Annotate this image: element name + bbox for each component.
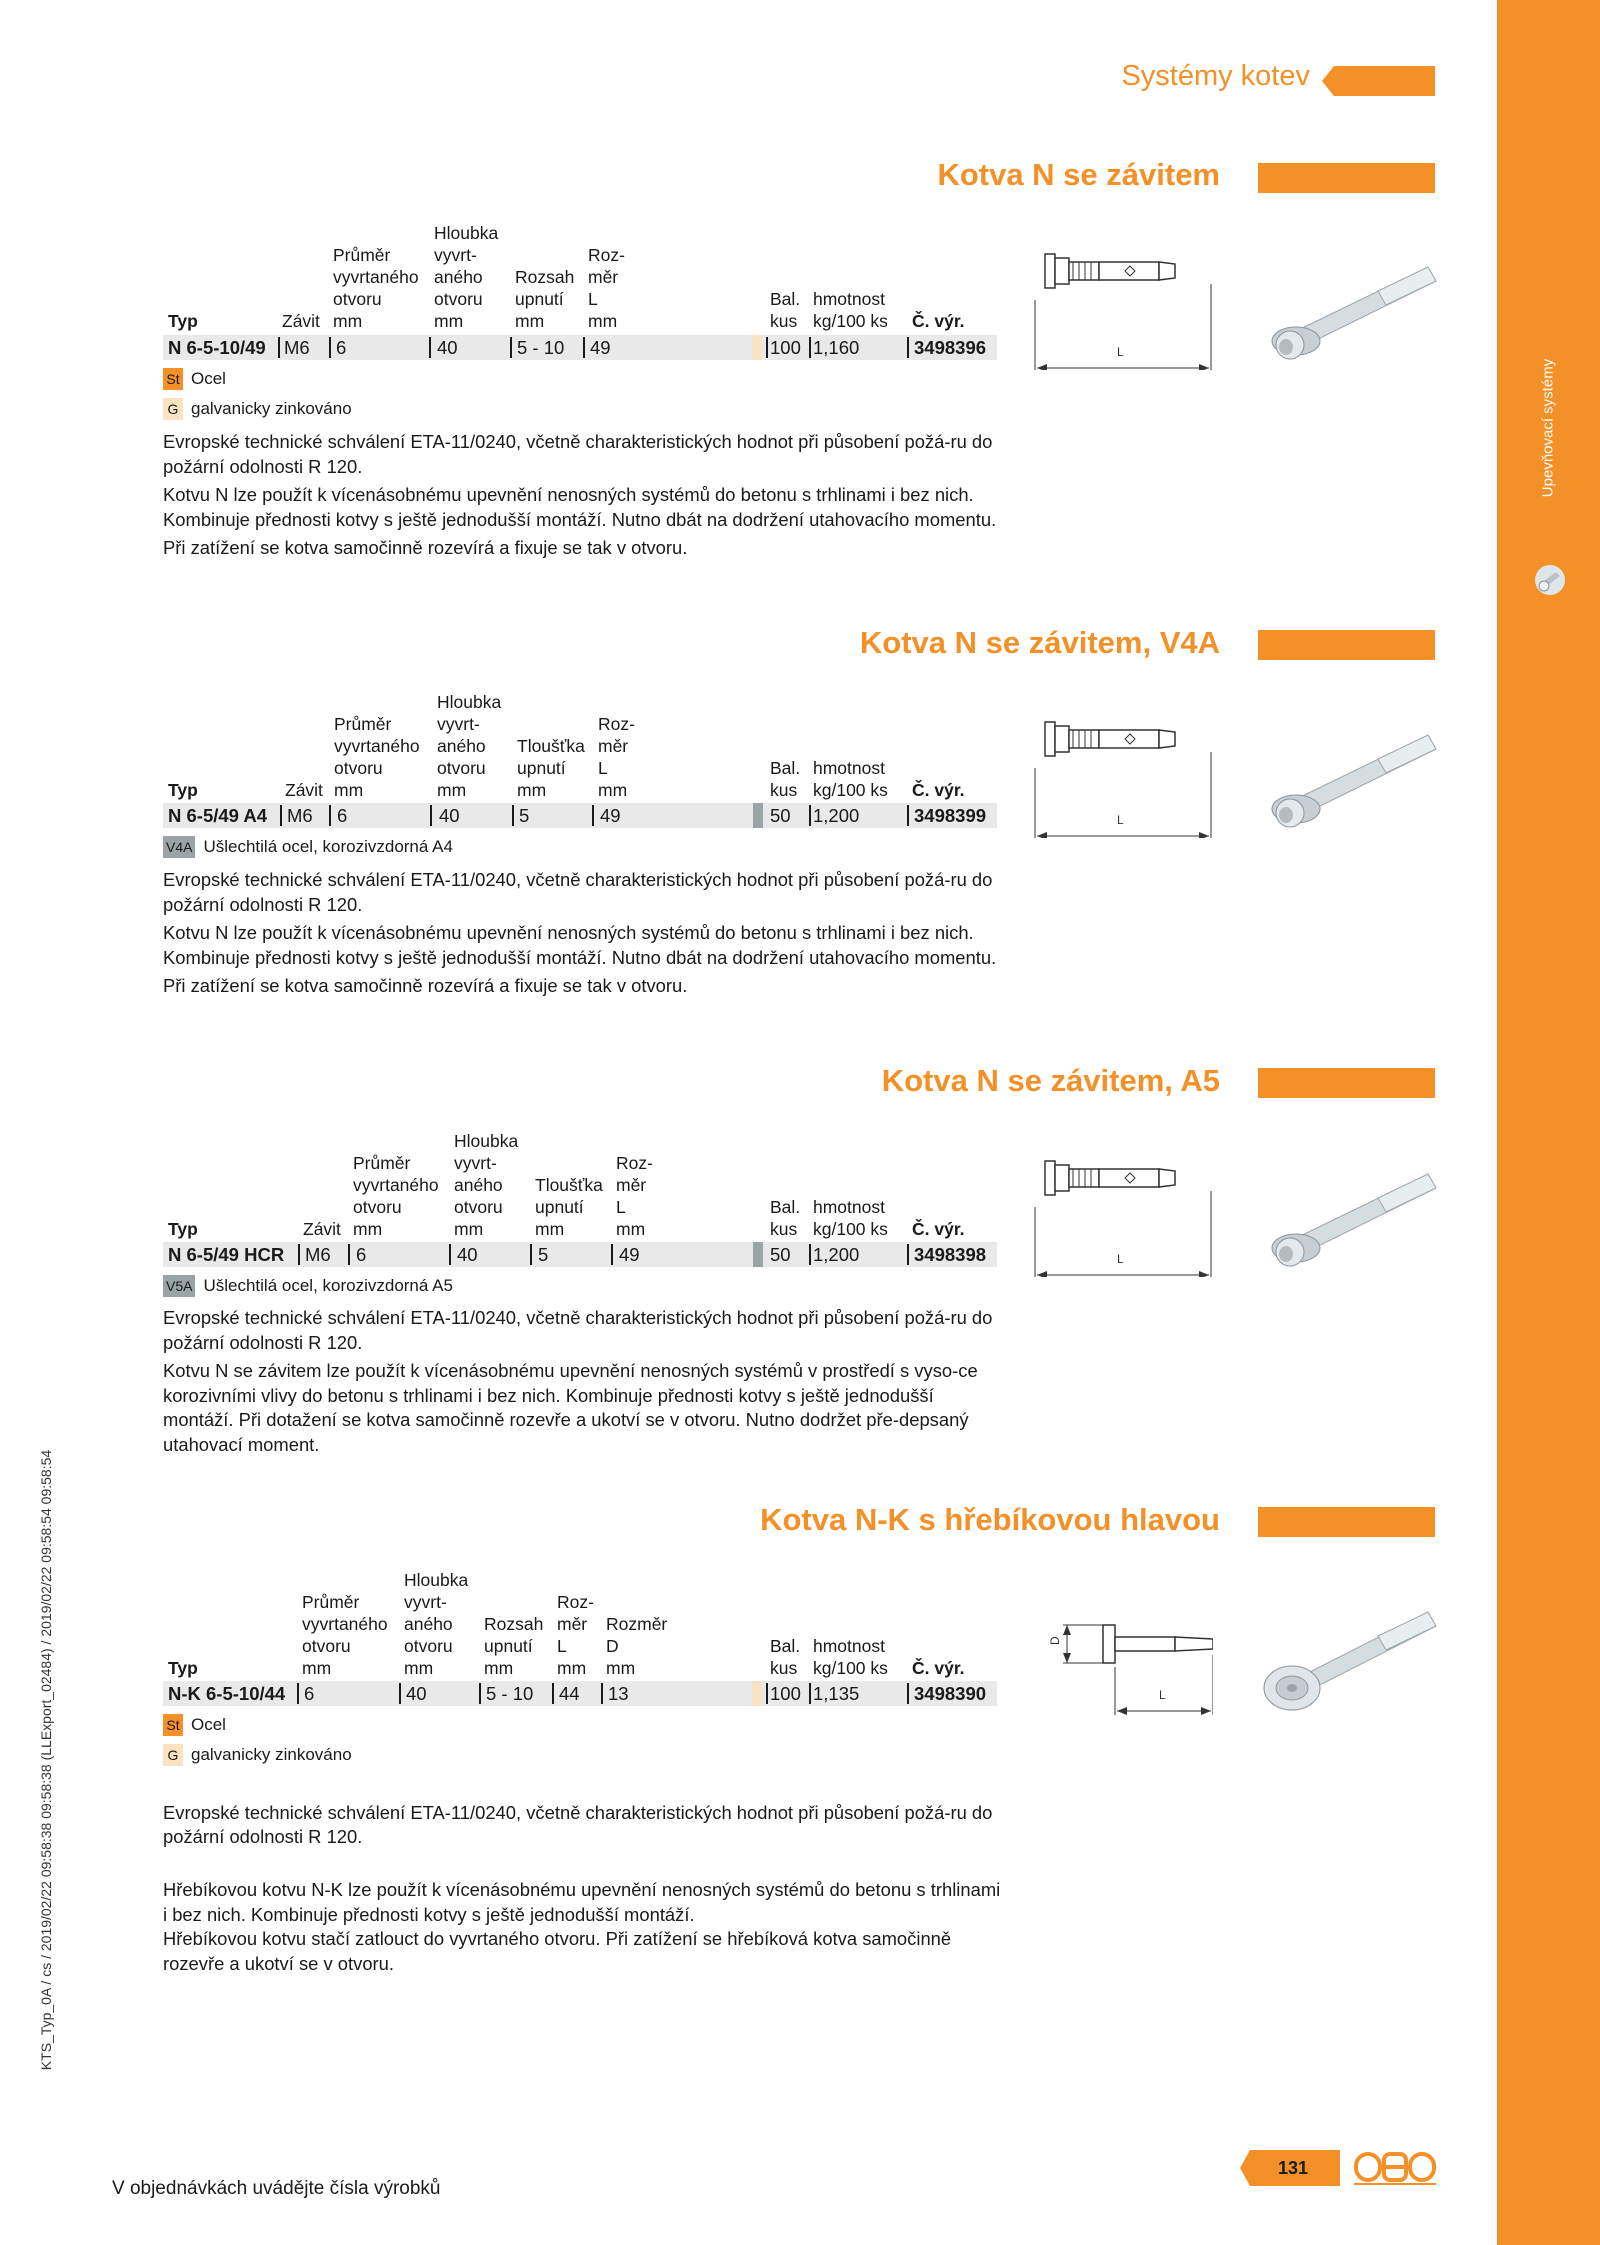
- cell-typ: N 6-5/49 HCR: [168, 1244, 285, 1265]
- header-hmotnost: hmotnost kg/100 ks: [813, 1197, 888, 1239]
- section-title-bar: [1258, 1507, 1435, 1537]
- description-paragraph: Kotvu N lze použít k vícenásobnému upevnění nenosných systémů do betonu s trhlinami i bez nich. Kombinuje přednosti kotvy s ještě jednodušší montáží. Nutno dbát na dodržení utahovacího momentu.: [163, 922, 997, 968]
- product-photo: [1258, 713, 1448, 843]
- cell-prumer: 6: [304, 1683, 315, 1704]
- cell-zavit: M6: [305, 1244, 331, 1265]
- material-color-marker: [753, 1242, 763, 1267]
- section-title: Kotva N se závitem, V4A: [859, 625, 1220, 660]
- description-paragraph: Při zatížení se kotva samočinně rozevírá a fixuje se tak v otvoru.: [163, 537, 688, 558]
- section-title-bar: [1258, 1068, 1435, 1098]
- header-bal: Bal. kus: [770, 1197, 801, 1239]
- header-tloustka: Tloušťka upnutí mm: [535, 1175, 603, 1239]
- cell-hloubka: 40: [437, 337, 458, 358]
- description-paragraph: Kotvu N lze použít k vícenásobnému upevnění nenosných systémů do betonu s trhlinami i bez nich. Kombinuje přednosti kotvy s ještě jednodušší montáží. Nutno dbát na dodržení utahovacího momentu.: [163, 484, 997, 530]
- cell-hloubka: 40: [406, 1683, 427, 1704]
- footer-note: V objednávkách uvádějte čísla výrobků: [112, 2178, 441, 2199]
- cell-bal: 100: [770, 337, 801, 358]
- header-rozmer-d: Rozměr D mm: [606, 1614, 668, 1678]
- cell-hmotnost: 1,200: [813, 805, 860, 826]
- header-hloubka: Hloubka vyvrt- aného otvoru mm: [454, 1131, 519, 1239]
- section-description: [163, 430, 1003, 565]
- anchor-icon: [1530, 560, 1570, 600]
- material-color-marker: [753, 803, 763, 828]
- print-info: KTS_Typ_0A / cs / 2019/02/22 09:58:38 09:58:38 (LLExport_02484) / 2019/02/22 09:58:54 09:58:54: [38, 1449, 54, 2071]
- material-badge: V4A: [163, 836, 195, 858]
- material-text: Ocel: [191, 369, 226, 388]
- section-title: Kotva N se závitem: [937, 157, 1220, 192]
- description-paragraph: Evropské technické schválení ETA-11/0240, včetně charakteristických hodnot při působení požá-ru do požární odolnosti R 120.: [163, 869, 993, 915]
- section-title: Kotva N-K s hřebíkovou hlavou: [760, 1502, 1220, 1537]
- header-hmotnost: hmotnost kg/100 ks: [813, 1636, 888, 1678]
- material-item: [163, 368, 226, 390]
- cell-typ: N-K 6-5-10/44: [168, 1683, 286, 1704]
- cell-typ: N 6-5-10/49: [168, 337, 266, 358]
- material-text: Ušlechtilá ocel, korozivzdorná A4: [203, 837, 453, 856]
- header-hloubka: Hloubka vyvrt- aného otvoru mm: [434, 223, 499, 331]
- header-cvyr: Č. výr.: [912, 1219, 965, 1239]
- svg-text:L: L: [1117, 813, 1124, 827]
- cell-rozmer: 49: [619, 1244, 640, 1265]
- header-rozmer: Roz- měr L mm: [588, 245, 625, 331]
- technical-drawing: [1033, 708, 1213, 838]
- material-item: [163, 836, 453, 858]
- header-hloubka: Hloubka vyvrt- aného otvoru mm: [437, 692, 502, 800]
- cell-rozmer-d: 13: [608, 1683, 629, 1704]
- cell-cvyr: 3498399: [914, 805, 987, 826]
- header-typ: Typ: [168, 1658, 198, 1678]
- section-description: [163, 1306, 1003, 1461]
- material-color-marker: [752, 335, 762, 360]
- description-paragraph: Evropské technické schválení ETA-11/0240, včetně charakteristických hodnot při působení požá-ru do požární odolnosti R 120.: [163, 1801, 993, 1847]
- header-prumer: Průměr vyvrtaného otvoru mm: [302, 1592, 388, 1678]
- cell-hloubka: 40: [457, 1244, 478, 1265]
- material-item: [163, 1275, 453, 1297]
- material-text: Ušlechtilá ocel, korozivzdorná A5: [203, 1276, 453, 1295]
- header-prumer: Průměr vyvrtaného otvoru mm: [353, 1153, 439, 1239]
- material-badge: G: [163, 1744, 183, 1766]
- header-rozsah: Rozsah upnutí mm: [484, 1614, 544, 1678]
- cell-prumer: 6: [356, 1244, 367, 1265]
- material-item: [163, 1744, 352, 1766]
- cell-cvyr: 3498396: [914, 337, 987, 358]
- cell-zavit: M6: [287, 805, 313, 826]
- cell-prumer: 6: [336, 337, 347, 358]
- header-typ: Typ: [168, 780, 198, 800]
- cell-zavit: M6: [284, 337, 310, 358]
- cell-rozmer: 44: [559, 1683, 580, 1704]
- product-photo: [1258, 1590, 1448, 1720]
- cell-rozmer: 49: [600, 805, 621, 826]
- sidebar-label: Upevňovací systémy: [1539, 358, 1557, 498]
- header-zavit: Závit: [282, 311, 320, 331]
- svg-text:L: L: [1117, 1252, 1124, 1266]
- section-title-bar: [1258, 630, 1435, 660]
- section-description: [163, 1776, 1003, 2005]
- technical-drawing: [1033, 1585, 1213, 1715]
- description-paragraph: Při zatížení se kotva samočinně rozevírá a fixuje se tak v otvoru.: [163, 975, 688, 996]
- material-item: [163, 1714, 226, 1736]
- header-arrow: [1322, 66, 1435, 96]
- cell-tloustka: 5: [538, 1244, 549, 1265]
- description-paragraph: Hřebíkovou kotvu N-K lze použít k vícenásobnému upevnění nenosných systémů do betonu s trhlinami i bez nich. Kombinuje přednosti kotvy s ještě jednodušší montáží. Hřebíkovou kotvu stačí zatlouct do vyvrtaného otvoru. Při zatížení se hřebíková kotva samočinně rozevře a ukotví se v otvoru.: [163, 1879, 1001, 1974]
- table-row: [163, 1681, 997, 1706]
- material-badge: St: [163, 1714, 183, 1736]
- header-cvyr: Č. výr.: [912, 311, 965, 331]
- obo-logo: [1354, 2150, 1436, 2186]
- cell-typ: N 6-5/49 A4: [168, 805, 268, 826]
- header-bal: Bal. kus: [770, 289, 801, 331]
- header-zavit: Závit: [303, 1219, 341, 1239]
- technical-drawing: [1033, 240, 1213, 370]
- header-bal: Bal. kus: [770, 758, 801, 800]
- header-hmotnost: hmotnost kg/100 ks: [813, 758, 888, 800]
- material-text: Ocel: [191, 1715, 226, 1734]
- cell-bal: 50: [770, 1244, 791, 1265]
- page-header-title: Systémy kotev: [1121, 60, 1310, 92]
- cell-hmotnost: 1,135: [813, 1683, 860, 1704]
- product-photo: [1258, 1152, 1448, 1282]
- header-rozmer: Roz- měr L mm: [557, 1592, 594, 1678]
- svg-text:L: L: [1159, 1688, 1166, 1702]
- product-photo: [1258, 245, 1448, 375]
- cell-rozsah: 5 - 10: [486, 1683, 534, 1704]
- material-color-marker: [752, 1681, 762, 1706]
- header-tloustka: Tloušťka upnutí mm: [517, 736, 585, 800]
- cell-hloubka: 40: [439, 805, 460, 826]
- table-row: [163, 1242, 997, 1267]
- cell-bal: 50: [770, 805, 791, 826]
- header-cvyr: Č. výr.: [912, 780, 965, 800]
- header-typ: Typ: [168, 1219, 198, 1239]
- cell-cvyr: 3498398: [914, 1244, 987, 1265]
- material-text: galvanicky zinkováno: [191, 1745, 352, 1764]
- header-prumer: Průměr vyvrtaného otvoru mm: [333, 245, 419, 331]
- material-text: galvanicky zinkováno: [191, 399, 352, 418]
- cell-hmotnost: 1,160: [813, 337, 860, 358]
- description-paragraph: Evropské technické schválení ETA-11/0240, včetně charakteristických hodnot při působení požá-ru do požární odolnosti R 120.: [163, 1307, 993, 1353]
- cell-prumer: 6: [337, 805, 348, 826]
- header-rozmer: Roz- měr L mm: [598, 714, 635, 800]
- technical-drawing: [1033, 1147, 1213, 1277]
- material-badge: G: [163, 398, 183, 420]
- cell-hmotnost: 1,200: [813, 1244, 860, 1265]
- cell-rozmer: 49: [590, 337, 611, 358]
- cell-tloustka: 5: [519, 805, 530, 826]
- sidebar-strip: [1497, 0, 1600, 2245]
- description-paragraph: Kotvu N se závitem lze použít k vícenásobnému upevnění nenosných systémů v prostředí s vyso-ce korozivními vlivy do betonu s trhlinami i bez nich. Kombinuje přednosti kotvy s ještě jednodušší montáží. Při dotažení se kotva samočinně rozevře a ukotví se v otvoru. Nutno dodržet pře-depsaný utahovací moment.: [163, 1360, 978, 1455]
- material-badge: St: [163, 368, 183, 390]
- material-badge: V5A: [163, 1275, 195, 1297]
- svg-text:D: D: [1048, 1636, 1062, 1645]
- header-rozmer: Roz- měr L mm: [616, 1153, 653, 1239]
- section-title: Kotva N se závitem, A5: [881, 1063, 1220, 1098]
- header-rozsah: Rozsah upnutí mm: [515, 267, 575, 331]
- description-paragraph: Evropské technické schválení ETA-11/0240, včetně charakteristických hodnot při působení požá-ru do požární odolnosti R 120.: [163, 431, 993, 477]
- header-hmotnost: hmotnost kg/100 ks: [813, 289, 888, 331]
- header-zavit: Závit: [285, 780, 323, 800]
- header-prumer: Průměr vyvrtaného otvoru mm: [334, 714, 420, 800]
- cell-cvyr: 3498390: [914, 1683, 987, 1704]
- svg-text:L: L: [1117, 345, 1124, 359]
- header-cvyr: Č. výr.: [912, 1658, 965, 1678]
- cell-bal: 100: [770, 1683, 801, 1704]
- header-bal: Bal. kus: [770, 1636, 801, 1678]
- header-hloubka: Hloubka vyvrt- aného otvoru mm: [404, 1570, 469, 1678]
- section-description: [163, 868, 1003, 1003]
- section-title-bar: [1258, 163, 1435, 193]
- material-item: [163, 398, 352, 420]
- header-typ: Typ: [168, 311, 198, 331]
- page-number: 131: [1277, 2158, 1309, 2178]
- cell-rozsah: 5 - 10: [517, 337, 565, 358]
